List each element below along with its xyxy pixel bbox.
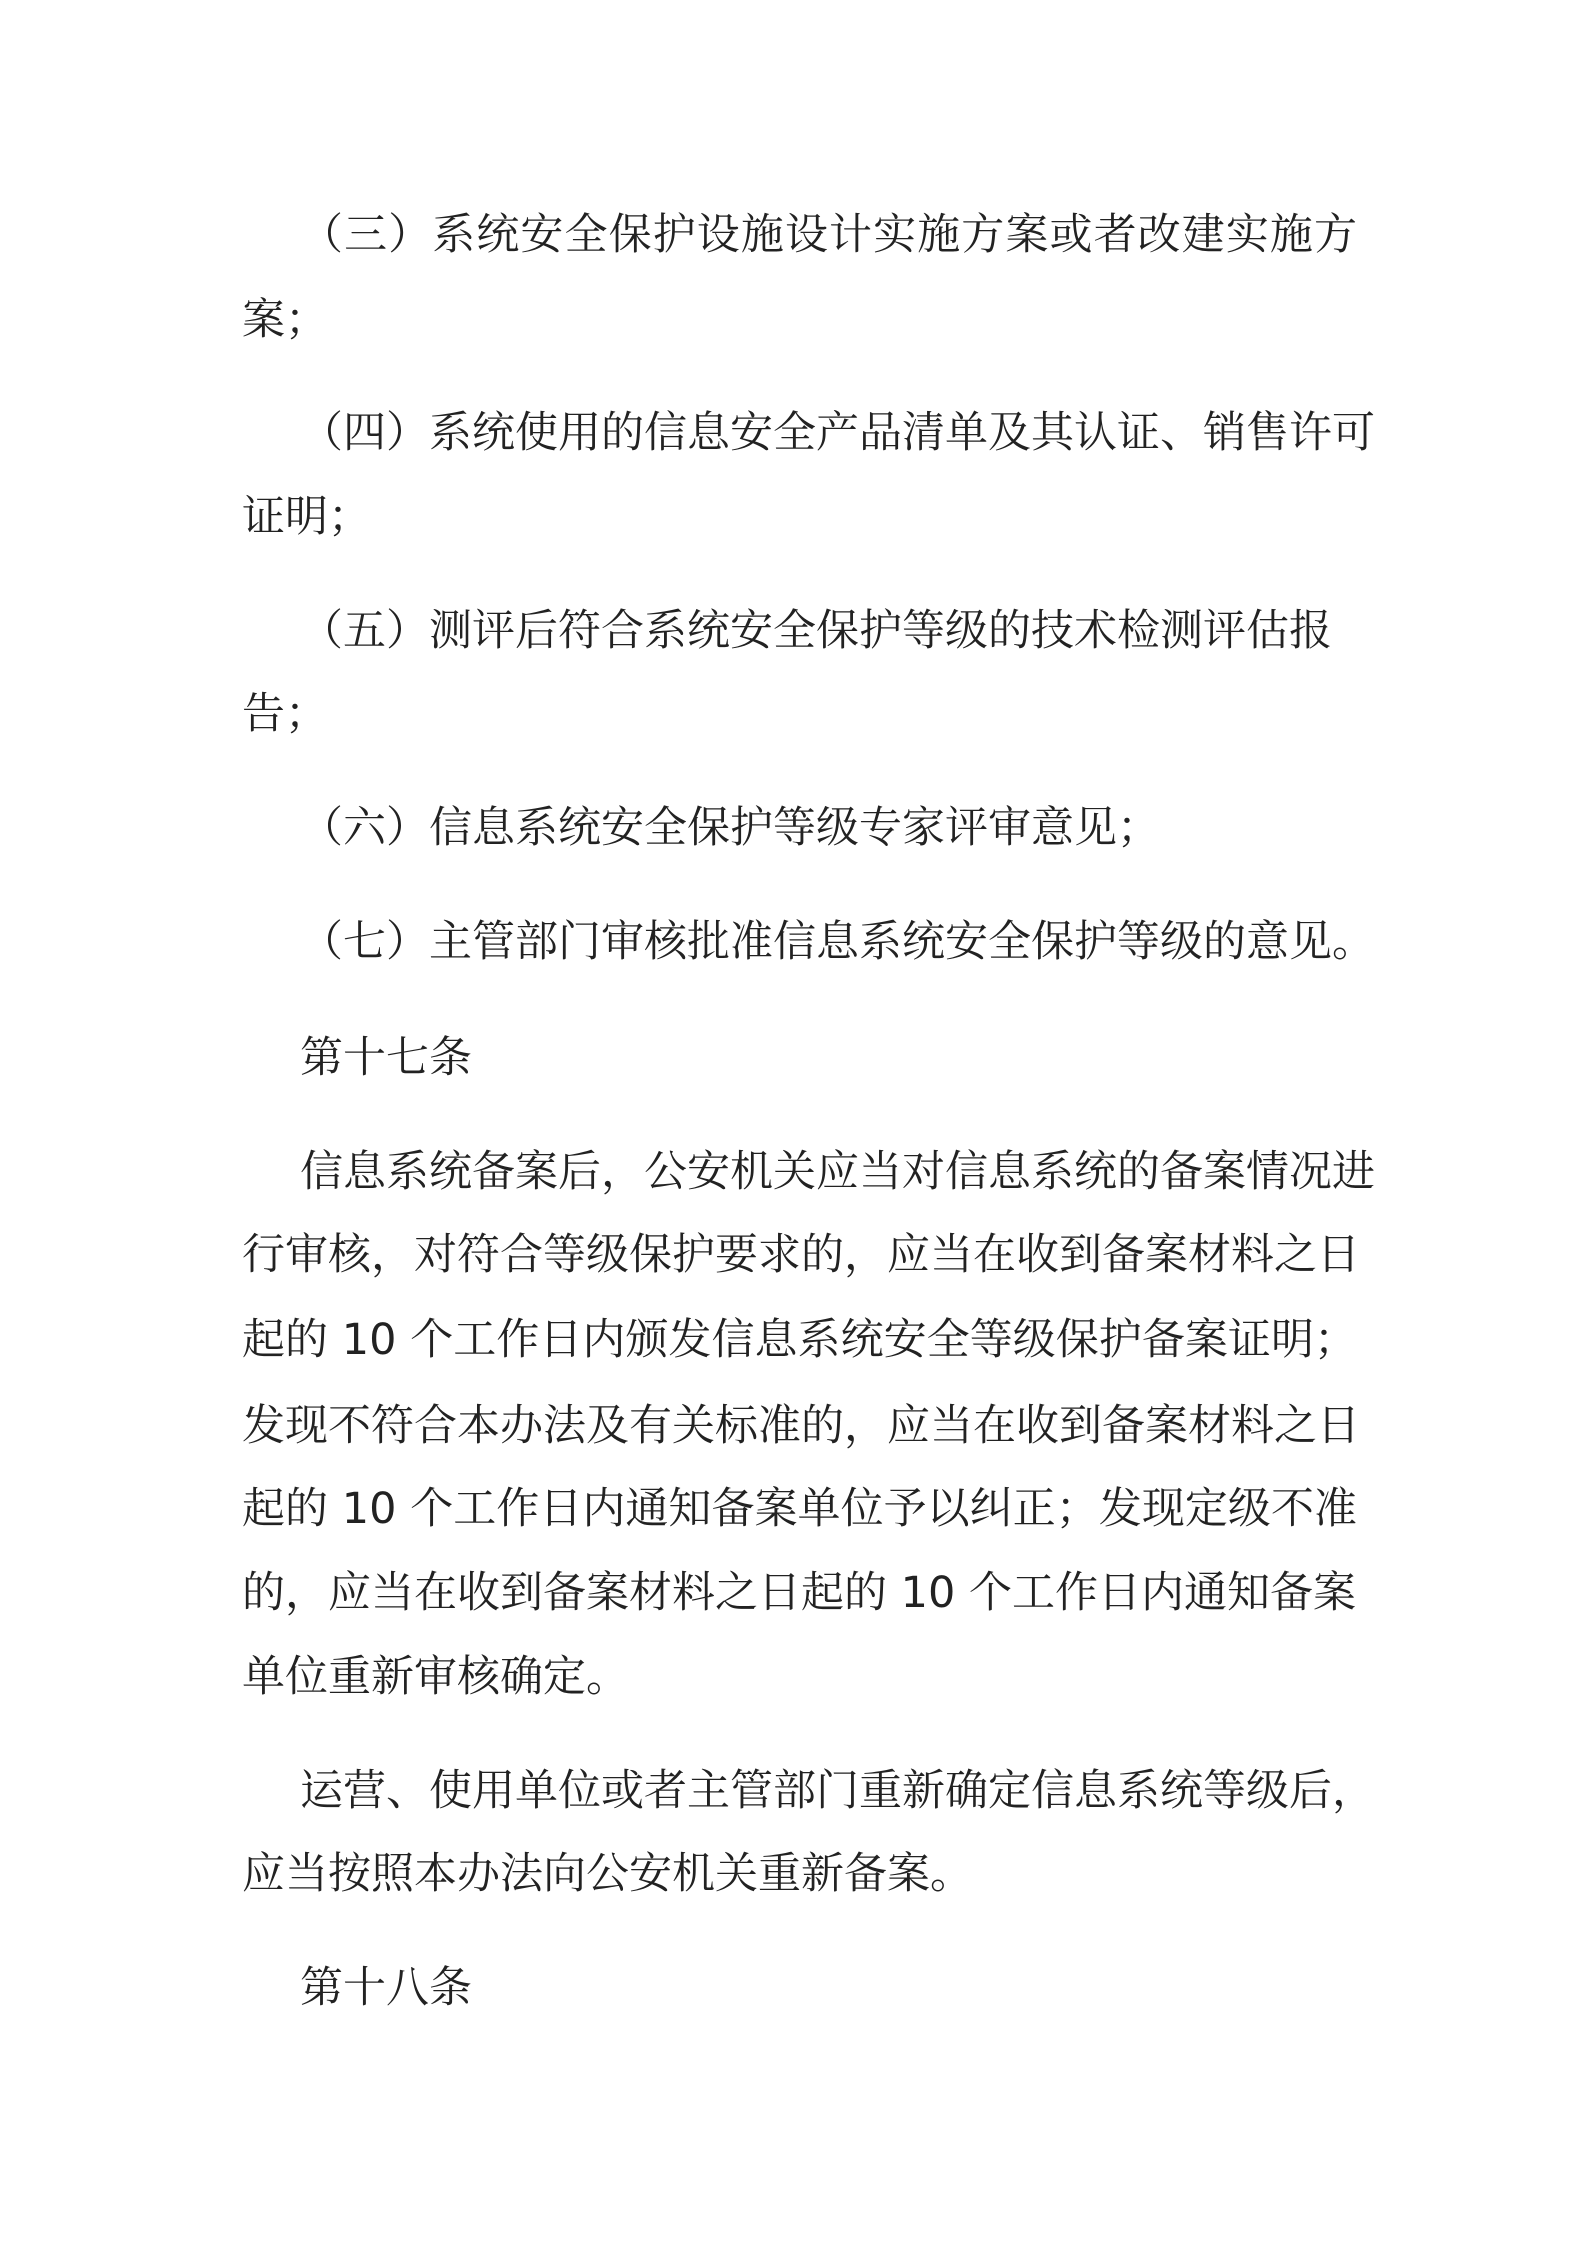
paragraph-line: 运营、使用单位或者主管部门重新确定信息系统等级后， — [300, 1766, 1375, 1816]
paragraph-line: 证明； — [242, 492, 371, 542]
paragraph-line: （七）主管部门审核批准信息系统安全保护等级的意见。 — [300, 917, 1375, 967]
paragraph-line: （六）信息系统安全保护等级专家评审意见； — [300, 803, 1160, 853]
paragraph-line: 的，应当在收到备案材料之日起的 10 个工作日内通知备案 — [242, 1568, 1357, 1618]
paragraph-line: 行审核，对符合等级保护要求的，应当在收到备案材料之日 — [242, 1230, 1360, 1280]
article-heading: 第十八条 — [300, 1963, 472, 2013]
paragraph-line: 应当按照本办法向公安机关重新备案。 — [242, 1849, 973, 1899]
paragraph-line: 起的 10 个工作日内通知备案单位予以纠正；发现定级不准 — [242, 1484, 1357, 1534]
paragraph-line: （三）系统安全保护设施设计实施方案或者改建实施方 — [300, 210, 1357, 260]
article-heading: 第十七条 — [300, 1033, 472, 1083]
paragraph-line: 案； — [242, 295, 328, 345]
paragraph-line: 信息系统备案后，公安机关应当对信息系统的备案情况进 — [300, 1147, 1375, 1197]
paragraph-line: （五）测评后符合系统安全保护等级的技术检测评估报 — [300, 606, 1332, 656]
paragraph-line: 起的 10 个工作日内颁发信息系统安全等级保护备案证明； — [242, 1315, 1357, 1365]
paragraph-line: 发现不符合本办法及有关标准的，应当在收到备案材料之日 — [242, 1401, 1360, 1451]
paragraph-line: 单位重新审核确定。 — [242, 1652, 629, 1702]
paragraph-line: 告； — [242, 689, 328, 739]
paragraph-line: （四）系统使用的信息安全产品清单及其认证、销售许可 — [300, 408, 1375, 458]
